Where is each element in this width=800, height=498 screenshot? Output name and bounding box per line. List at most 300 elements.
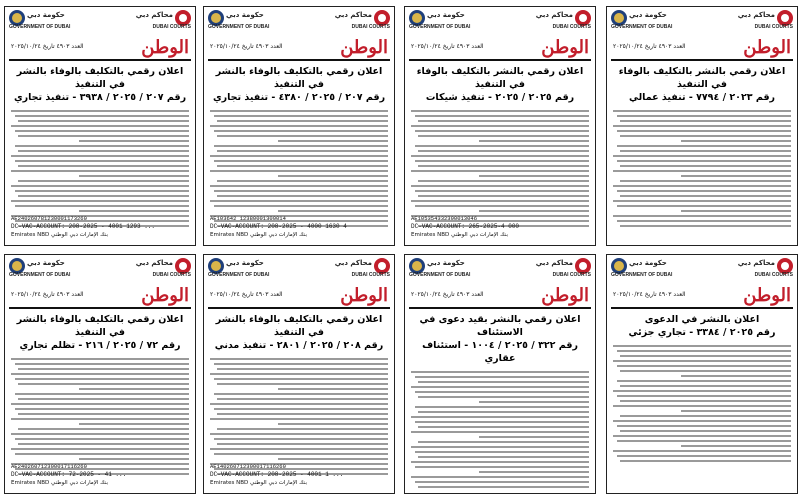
brand-row — [611, 285, 793, 309]
body-text-line — [11, 403, 189, 405]
issue-number: العدد ٤٩٠٣ تاريخ ٢٠٢٥/١٠/٢٤ — [411, 291, 484, 298]
body-text-line — [620, 415, 791, 417]
notice-header — [5, 7, 195, 37]
notice-title — [611, 65, 793, 104]
courts-name-ar: محاكم دبي — [135, 259, 173, 267]
govt-name-ar: حكومة دبي — [629, 11, 667, 19]
body-text-line — [479, 210, 589, 212]
government-of-dubai-logo — [9, 10, 69, 34]
notice-title — [611, 313, 793, 339]
body-text-line — [479, 140, 589, 142]
newspaper-brand: الوطن — [541, 285, 589, 306]
govt-name-ar: حكومة دبي — [226, 259, 264, 267]
brand-row — [409, 285, 591, 309]
notice-title-line1: اعلان رقمي بالتكليف بالوفاء بالنشر في التنفيذ — [215, 314, 383, 338]
body-text-line — [617, 160, 791, 162]
iban-code: AE240260781230001173260 — [11, 215, 87, 222]
body-text-line — [620, 355, 791, 357]
body-text-line — [620, 460, 791, 462]
notice-card — [4, 254, 196, 494]
body-text-line — [15, 205, 189, 207]
body-text-line — [418, 456, 589, 458]
courts-name-ar: محاكم دبي — [334, 259, 372, 267]
body-text-line — [214, 130, 388, 132]
body-text-line — [418, 411, 589, 413]
body-text-line — [613, 390, 791, 392]
body-text-line — [278, 210, 388, 212]
issue-number: العدد ٤٩٠٣ تاريخ ٢٠٢٥/١٠/٢٤ — [11, 291, 84, 298]
body-text-line — [479, 436, 589, 438]
body-text-line — [613, 450, 791, 452]
body-text-line — [217, 443, 388, 445]
body-text-line — [617, 350, 791, 352]
body-text-line — [15, 115, 189, 117]
body-text-line — [214, 115, 388, 117]
body-text-line — [418, 135, 589, 137]
body-text-line — [210, 185, 388, 187]
notice-title-line1: اعلان رقمي بالتكليف بالوفاء بالنشر في التنفيذ — [215, 66, 383, 90]
body-text-line — [217, 195, 388, 197]
notice-footer — [411, 463, 589, 487]
body-text-line — [681, 375, 791, 377]
courts-name-en: DUBAI COURTS — [552, 272, 591, 278]
notice-title — [9, 65, 191, 104]
newspaper-brand: الوطن — [340, 37, 388, 58]
dubai-courts-logo — [330, 10, 390, 34]
body-text-line — [620, 150, 791, 152]
issue-number: العدد ٤٩٠٣ تاريخ ٢٠٢٥/١٠/٢٤ — [210, 291, 283, 298]
notice-footer — [411, 215, 589, 239]
body-text-line — [79, 388, 189, 390]
notice-card — [203, 6, 395, 246]
notice-title-line1: اعلان رقمي بالتكليف بالوفاء بالنشر في التنفيذ — [16, 314, 184, 338]
body-text-line — [411, 446, 589, 448]
body-text-line — [18, 443, 189, 445]
body-text-line — [214, 378, 388, 380]
govt-name-ar: حكومة دبي — [27, 259, 65, 267]
iban-code: AE105354332390013046 — [411, 215, 478, 222]
body-text-line — [210, 403, 388, 405]
notice-body-text — [613, 345, 791, 471]
body-text-line — [210, 448, 388, 450]
notice-title-line1: اعلان رقمي بالنشر بقيد دعوى في الاستئناف — [419, 314, 581, 338]
body-text-line — [418, 396, 589, 398]
body-text-line — [214, 393, 388, 395]
body-text-line — [620, 165, 791, 167]
body-text-line — [617, 455, 791, 457]
body-text-line — [15, 393, 189, 395]
body-text-line — [418, 426, 589, 428]
government-of-dubai-logo — [409, 10, 469, 34]
body-text-line — [415, 406, 589, 408]
issue-number: العدد ٤٩٠٣ تاريخ ٢٠٢٥/١٠/٢٤ — [613, 291, 686, 298]
issue-number: العدد ٤٩٠٣ تاريخ ٢٠٢٥/١٠/٢٤ — [11, 43, 84, 50]
body-text-line — [278, 175, 388, 177]
notice-footer — [210, 215, 388, 239]
body-text-line — [214, 438, 388, 440]
body-text-line — [210, 358, 388, 360]
body-text-line — [15, 378, 189, 380]
notice-header — [607, 255, 797, 285]
body-text-line — [214, 160, 388, 162]
notice-title-line1: اعلان بالنشر في الدعوى — [644, 314, 760, 325]
newspaper-brand: الوطن — [541, 37, 589, 58]
govt-name-en: GOVERNMENT OF DUBAI — [409, 272, 471, 278]
body-text-line — [217, 398, 388, 400]
notice-header — [204, 255, 394, 285]
government-of-dubai-logo — [9, 258, 69, 282]
body-text-line — [79, 423, 189, 425]
body-text-line — [217, 368, 388, 370]
body-text-line — [681, 445, 791, 447]
body-text-line — [620, 400, 791, 402]
govt-name-en: GOVERNMENT OF DUBAI — [611, 24, 673, 30]
brand-row — [9, 285, 191, 309]
notice-footer — [11, 215, 189, 239]
notice-footer — [613, 463, 791, 487]
bank-name: بنك الإمارات دبي الوطني Emirates NBD — [11, 480, 108, 486]
body-text-line — [15, 145, 189, 147]
body-text-line — [411, 416, 589, 418]
body-text-line — [620, 120, 791, 122]
body-text-line — [613, 420, 791, 422]
body-text-line — [278, 140, 388, 142]
brand-row — [9, 37, 191, 61]
body-text-line — [18, 195, 189, 197]
body-text-line — [411, 200, 589, 202]
notice-card — [404, 6, 596, 246]
body-text-line — [217, 165, 388, 167]
body-text-line — [18, 428, 189, 430]
body-text-line — [613, 405, 791, 407]
body-text-line — [617, 365, 791, 367]
body-text-line — [415, 376, 589, 378]
govt-name-en: GOVERNMENT OF DUBAI — [611, 272, 673, 278]
notice-title-line2: رقم ٢٠٨ / ٢٠٢٥ / ٢٨٠١ - تنفيذ مدني — [214, 340, 384, 351]
body-text-line — [418, 381, 589, 383]
notice-header — [405, 255, 595, 285]
dubai-courts-logo — [733, 10, 793, 34]
body-text-line — [617, 130, 791, 132]
body-text-line — [11, 418, 189, 420]
govt-name-ar: حكومة دبي — [226, 11, 264, 19]
notice-footer — [210, 463, 388, 487]
body-text-line — [79, 175, 189, 177]
body-text-line — [617, 190, 791, 192]
body-text-line — [613, 345, 791, 347]
body-text-line — [415, 421, 589, 423]
body-text-line — [210, 418, 388, 420]
newspaper-brand: الوطن — [743, 37, 791, 58]
body-text-line — [617, 425, 791, 427]
government-of-dubai-logo — [208, 258, 268, 282]
govt-name-en: GOVERNMENT OF DUBAI — [9, 272, 71, 278]
govt-name-ar: حكومة دبي — [427, 259, 465, 267]
issue-number: العدد ٤٩٠٣ تاريخ ٢٠٢٥/١٠/٢٤ — [210, 43, 283, 50]
body-text-line — [11, 448, 189, 450]
courts-name-ar: محاكم دبي — [737, 259, 775, 267]
govt-name-en: GOVERNMENT OF DUBAI — [9, 24, 71, 30]
body-text-line — [217, 383, 388, 385]
body-text-line — [214, 408, 388, 410]
body-text-line — [479, 401, 589, 403]
body-text-line — [415, 160, 589, 162]
body-text-line — [620, 180, 791, 182]
notice-footer — [11, 463, 189, 487]
vac-account: DC-VAC-ACCOUNT: 208-2025 - 4000 1630 4 — [210, 223, 347, 230]
notice-header — [405, 7, 595, 37]
body-text-line — [11, 155, 189, 157]
govt-name-en: GOVERNMENT OF DUBAI — [208, 272, 270, 278]
body-text-line — [278, 388, 388, 390]
notice-title-line2: رقم ٢٠٧ / ٢٠٢٥ / ٤٣٨٠ - تنفيذ تجاري — [212, 92, 386, 103]
body-text-line — [79, 210, 189, 212]
body-text-line — [681, 175, 791, 177]
body-text-line — [15, 438, 189, 440]
body-text-line — [18, 180, 189, 182]
body-text-line — [15, 160, 189, 162]
body-text-line — [214, 205, 388, 207]
body-text-line — [214, 363, 388, 365]
courts-name-en: DUBAI COURTS — [152, 272, 191, 278]
government-of-dubai-logo — [208, 10, 268, 34]
newspaper-brand: الوطن — [743, 285, 791, 306]
body-text-line — [415, 451, 589, 453]
body-text-line — [620, 385, 791, 387]
body-text-line — [217, 120, 388, 122]
body-text-line — [617, 145, 791, 147]
iban-code: AE103642 12380001300014 — [210, 215, 286, 222]
body-text-line — [613, 170, 791, 172]
body-text-line — [11, 125, 189, 127]
body-text-line — [415, 391, 589, 393]
govt-name-ar: حكومة دبي — [427, 11, 465, 19]
body-text-line — [617, 205, 791, 207]
notice-title — [409, 65, 591, 104]
courts-name-en: DUBAI COURTS — [152, 24, 191, 30]
dubai-courts-logo — [531, 258, 591, 282]
body-text-line — [210, 155, 388, 157]
government-of-dubai-logo — [611, 258, 671, 282]
bank-name: بنك الإمارات دبي الوطني Emirates NBD — [210, 480, 307, 486]
vac-account: DC-VAC-ACCOUNT: 265-2025-4 000 — [411, 223, 520, 230]
body-text-line — [418, 150, 589, 152]
body-text-line — [11, 170, 189, 172]
body-text-line — [613, 185, 791, 187]
brand-row — [611, 37, 793, 61]
body-text-line — [411, 110, 589, 112]
body-text-line — [620, 370, 791, 372]
body-text-line — [210, 110, 388, 112]
body-text-line — [479, 175, 589, 177]
body-text-line — [15, 130, 189, 132]
body-text-line — [18, 368, 189, 370]
body-text-line — [18, 413, 189, 415]
body-text-line — [418, 165, 589, 167]
notice-title-line2: رقم ٢٠٢٥ / ٣٣٨٤ - تجاري جزئي — [628, 327, 776, 338]
body-text-line — [418, 180, 589, 182]
courts-name-ar: محاكم دبي — [737, 11, 775, 19]
notice-card — [4, 6, 196, 246]
vac-account: DC-VAC-ACCOUNT: 72-2025 - 41 ... — [11, 471, 127, 478]
body-text-line — [411, 185, 589, 187]
body-text-line — [411, 170, 589, 172]
notice-card — [606, 254, 798, 494]
courts-name-ar: محاكم دبي — [135, 11, 173, 19]
courts-name-en: DUBAI COURTS — [754, 24, 793, 30]
bank-name: بنك الإمارات دبي الوطني Emirates NBD — [411, 232, 508, 238]
body-text-line — [15, 190, 189, 192]
body-text-line — [617, 440, 791, 442]
body-text-line — [15, 408, 189, 410]
iban-code: AE140260712300017116260 — [210, 463, 286, 470]
body-text-line — [214, 453, 388, 455]
notice-title-line1: اعلان رقمي بالنشر بالتكليف بالوفاء في التنفيذ — [618, 66, 786, 90]
government-of-dubai-logo — [409, 258, 469, 282]
body-text-line — [415, 130, 589, 132]
notice-title — [208, 65, 390, 104]
body-text-line — [217, 135, 388, 137]
brand-row — [208, 37, 390, 61]
govt-name-en: GOVERNMENT OF DUBAI — [409, 24, 471, 30]
bank-name: بنك الإمارات دبي الوطني Emirates NBD — [210, 232, 307, 238]
government-of-dubai-logo — [611, 10, 671, 34]
body-text-line — [613, 155, 791, 157]
notice-title-line2: رقم ٣٢٢ / ٢٠٢٥ / ١٠٠٤ - استئناف عقاري — [422, 340, 578, 364]
body-text-line — [217, 413, 388, 415]
notice-card — [606, 6, 798, 246]
courts-name-ar: محاكم دبي — [535, 11, 573, 19]
body-text-line — [214, 145, 388, 147]
body-text-line — [613, 110, 791, 112]
body-text-line — [681, 210, 791, 212]
body-text-line — [214, 190, 388, 192]
body-text-line — [620, 430, 791, 432]
govt-name-ar: حكومة دبي — [27, 11, 65, 19]
body-text-line — [15, 453, 189, 455]
newspaper-brand: الوطن — [141, 285, 189, 306]
newspaper-brand: الوطن — [141, 37, 189, 58]
brand-row — [409, 37, 591, 61]
body-text-line — [415, 145, 589, 147]
courts-name-ar: محاكم دبي — [535, 259, 573, 267]
body-text-line — [418, 120, 589, 122]
notice-title-line1: اعلان رقمي بالتكليف بالوفاء بالنشر في التنفيذ — [16, 66, 184, 90]
body-text-line — [411, 125, 589, 127]
body-text-line — [278, 458, 388, 460]
newspaper-brand: الوطن — [340, 285, 388, 306]
notice-title-line1: اعلان رقمي بالنشر بالتكليف بالوفاء في التنفيذ — [416, 66, 584, 90]
body-text-line — [418, 195, 589, 197]
notice-title — [409, 313, 591, 365]
body-text-line — [681, 410, 791, 412]
govt-name-ar: حكومة دبي — [629, 259, 667, 267]
body-text-line — [18, 398, 189, 400]
notice-header — [204, 7, 394, 37]
body-text-line — [11, 358, 189, 360]
notice-card — [404, 254, 596, 494]
body-text-line — [681, 140, 791, 142]
body-text-line — [18, 165, 189, 167]
body-text-line — [411, 431, 589, 433]
body-text-line — [613, 360, 791, 362]
body-text-line — [278, 423, 388, 425]
body-text-line — [217, 428, 388, 430]
body-text-line — [18, 135, 189, 137]
courts-name-en: DUBAI COURTS — [552, 24, 591, 30]
dubai-courts-logo — [531, 10, 591, 34]
body-text-line — [415, 115, 589, 117]
body-text-line — [217, 180, 388, 182]
body-text-line — [617, 395, 791, 397]
body-text-line — [15, 363, 189, 365]
body-text-line — [620, 135, 791, 137]
govt-name-en: GOVERNMENT OF DUBAI — [208, 24, 270, 30]
body-text-line — [217, 150, 388, 152]
body-text-line — [210, 125, 388, 127]
body-text-line — [613, 125, 791, 127]
issue-number: العدد ٤٩٠٣ تاريخ ٢٠٢٥/١٠/٢٤ — [411, 43, 484, 50]
body-text-line — [11, 185, 189, 187]
body-text-line — [613, 435, 791, 437]
dubai-courts-logo — [733, 258, 793, 282]
issue-number: العدد ٤٩٠٣ تاريخ ٢٠٢٥/١٠/٢٤ — [613, 43, 686, 50]
notice-title-line2: رقم ٢٠٢٣ / ٧٧٩٤ - تنفيذ عمالي — [628, 92, 776, 103]
body-text-line — [411, 155, 589, 157]
notice-footer — [613, 215, 791, 239]
body-text-line — [79, 140, 189, 142]
body-text-line — [620, 195, 791, 197]
body-text-line — [18, 150, 189, 152]
body-text-line — [418, 441, 589, 443]
body-text-line — [11, 433, 189, 435]
body-text-line — [415, 205, 589, 207]
body-text-line — [411, 386, 589, 388]
brand-row — [208, 285, 390, 309]
vac-account: DC-VAC-ACCOUNT: 208-2025 - 4001 1 ... — [210, 471, 344, 478]
body-text-line — [613, 200, 791, 202]
vac-account: DC-VAC-ACCOUNT: 208-2025 - 4001 1293 ... — [11, 223, 156, 230]
body-text-line — [11, 373, 189, 375]
body-text-line — [411, 371, 589, 373]
notice-title-line2: رقم ٧٢ / ٢٠٢٥ / ٢١٦ - تظلم تجاري — [19, 340, 181, 351]
notice-title — [9, 313, 191, 352]
bank-name: بنك الإمارات دبي الوطني Emirates NBD — [11, 232, 108, 238]
body-text-line — [79, 458, 189, 460]
body-text-line — [415, 190, 589, 192]
dubai-courts-logo — [330, 258, 390, 282]
body-text-line — [11, 110, 189, 112]
notice-card — [203, 254, 395, 494]
body-text-line — [18, 120, 189, 122]
notice-title — [208, 313, 390, 352]
body-text-line — [617, 115, 791, 117]
body-text-line — [210, 200, 388, 202]
body-text-line — [617, 380, 791, 382]
courts-name-en: DUBAI COURTS — [351, 24, 390, 30]
courts-name-ar: محاكم دبي — [334, 11, 372, 19]
body-text-line — [210, 373, 388, 375]
body-text-line — [210, 170, 388, 172]
body-text-line — [18, 383, 189, 385]
notice-header — [607, 7, 797, 37]
notice-title-line2: رقم ٢٠٢٥ / ٢٠٢٥ - تنفيذ شيكات — [425, 92, 575, 103]
dubai-courts-logo — [131, 258, 191, 282]
notice-header — [5, 255, 195, 285]
iban-code: AE240260712300017116260 — [11, 463, 87, 470]
courts-name-en: DUBAI COURTS — [351, 272, 390, 278]
body-text-line — [11, 200, 189, 202]
